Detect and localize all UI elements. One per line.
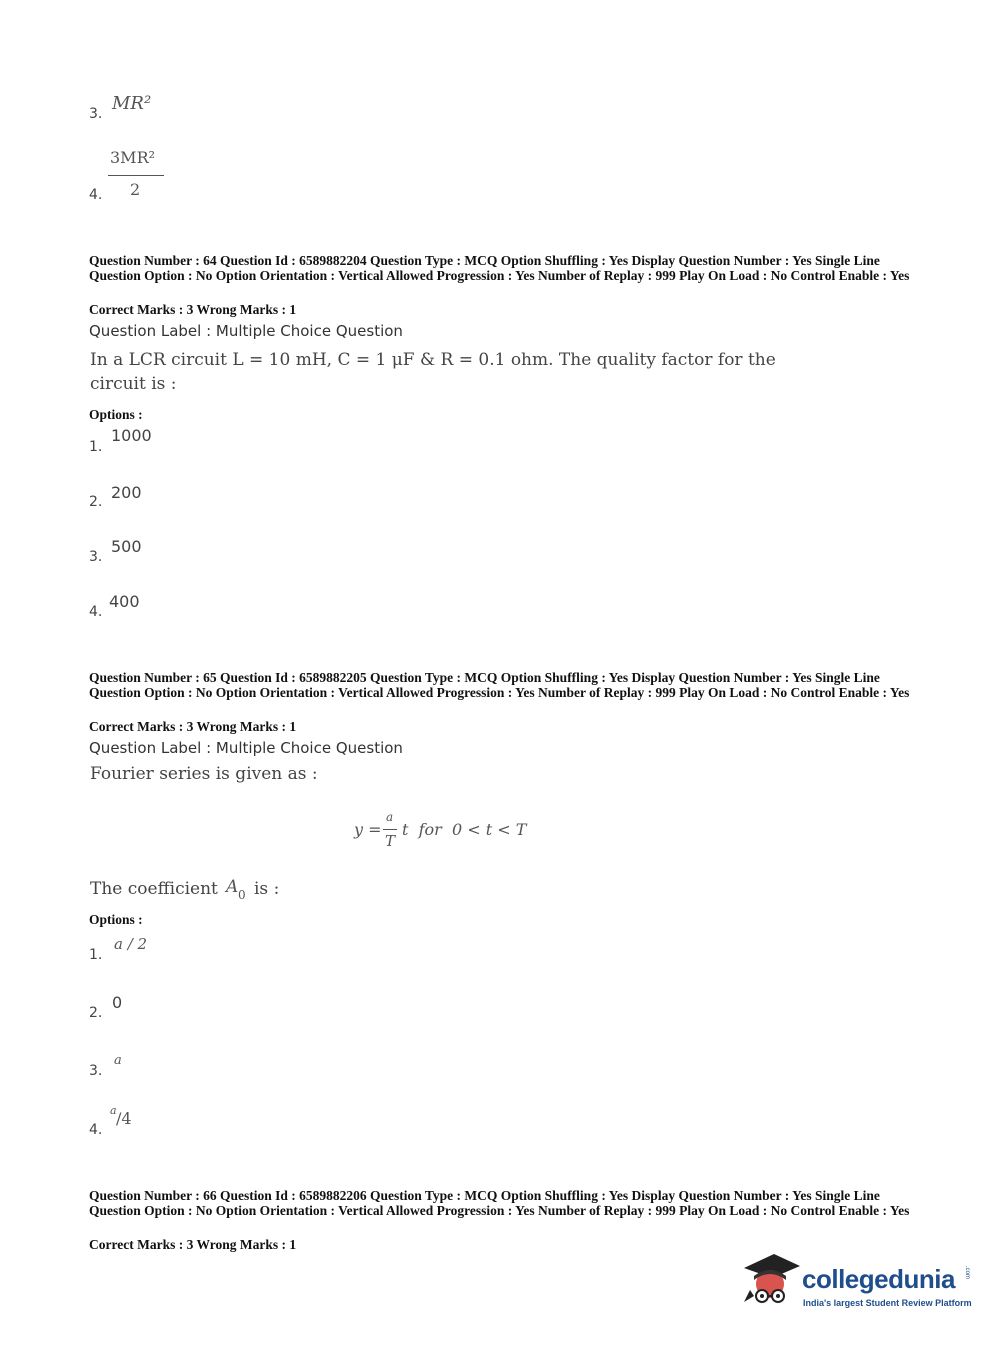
fraction-bar [108, 175, 164, 176]
equation-fraction-bar [383, 829, 397, 830]
collegedunia-logo [740, 1250, 980, 1320]
question-text: Fourier series is given as : [90, 764, 318, 784]
option-number: 1. [89, 439, 103, 455]
fraction-numerator: 3MR² [110, 148, 156, 167]
option-superscript: a [110, 1104, 117, 1117]
option-number: 4. [89, 604, 103, 620]
option-number: 3. [89, 106, 103, 122]
equation-lhs: y = [354, 820, 382, 839]
logo-suffix: .com [964, 1266, 970, 1280]
question-label: Question Label : Multiple Choice Question [89, 739, 403, 757]
option-number: 4. [89, 1122, 103, 1138]
option-value: 1000 [111, 426, 152, 445]
question-label: Question Label : Multiple Choice Question [89, 322, 403, 340]
option-number: 2. [89, 494, 103, 510]
mascot-graduate-icon [740, 1250, 802, 1312]
question-meta: Question Number : 64 Question Id : 6589882204 Question Type : MCQ Option Shuffling : Yes Display Question Number : Yes Single Line Question Option : No Option Orientation : Vertical Allowed Progression : Yes Number of Replay : 999 Play On Load : No Control Enable : Yes [89, 253, 910, 283]
option-value: 200 [111, 483, 142, 502]
question-marks: Correct Marks : 3 Wrong Marks : 1 [89, 302, 297, 317]
option-value: MR² [112, 93, 152, 114]
question-marks: Correct Marks : 3 Wrong Marks : 1 [89, 719, 297, 734]
option-value: /4 [116, 1109, 132, 1128]
option-number: 4. [89, 187, 103, 203]
option-value: a / 2 [114, 935, 148, 953]
equation-denominator: T [385, 832, 396, 850]
options-header: Options : [89, 912, 143, 927]
question-meta: Question Number : 66 Question Id : 6589882206 Question Type : MCQ Option Shuffling : Yes Display Question Number : Yes Single Line Question Option : No Option Orientation : Vertical Allowed Progression : Yes Number of Replay : 999 Play On Load : No Control Enable : Yes [89, 1188, 910, 1218]
coefficient-label: The coefficient [90, 879, 218, 899]
option-value: a [114, 1053, 122, 1068]
option-value: 0 [112, 993, 123, 1012]
fraction-denominator: 2 [130, 180, 141, 199]
option-number: 2. [89, 1005, 103, 1021]
coefficient-subscript: 0 [238, 888, 246, 902]
coefficient-suffix: is : [254, 879, 280, 899]
question-marks: Correct Marks : 3 Wrong Marks : 1 [89, 1237, 297, 1252]
option-number: 3. [89, 1063, 103, 1079]
coefficient-symbol: A [226, 877, 239, 897]
option-value: 500 [111, 537, 142, 556]
equation-rhs: t for 0 < t < T [402, 820, 527, 839]
option-number: 1. [89, 947, 103, 963]
option-number: 3. [89, 549, 103, 565]
logo-tagline: India's largest Student Review Platform [803, 1298, 972, 1308]
options-header: Options : [89, 407, 143, 422]
option-value: 400 [109, 592, 140, 611]
question-text: In a LCR circuit L = 10 mH, C = 1 μF & R = 0.1 ohm. The quality factor for the circuit is : [90, 350, 776, 394]
logo-wordmark: collegedunia [802, 1264, 955, 1294]
question-meta: Question Number : 65 Question Id : 6589882205 Question Type : MCQ Option Shuffling : Yes Display Question Number : Yes Single Line Question Option : No Option Orientation : Vertical Allowed Progression : Yes Number of Replay : 999 Play On Load : No Control Enable : Yes [89, 670, 910, 700]
equation-numerator: a [386, 810, 394, 824]
